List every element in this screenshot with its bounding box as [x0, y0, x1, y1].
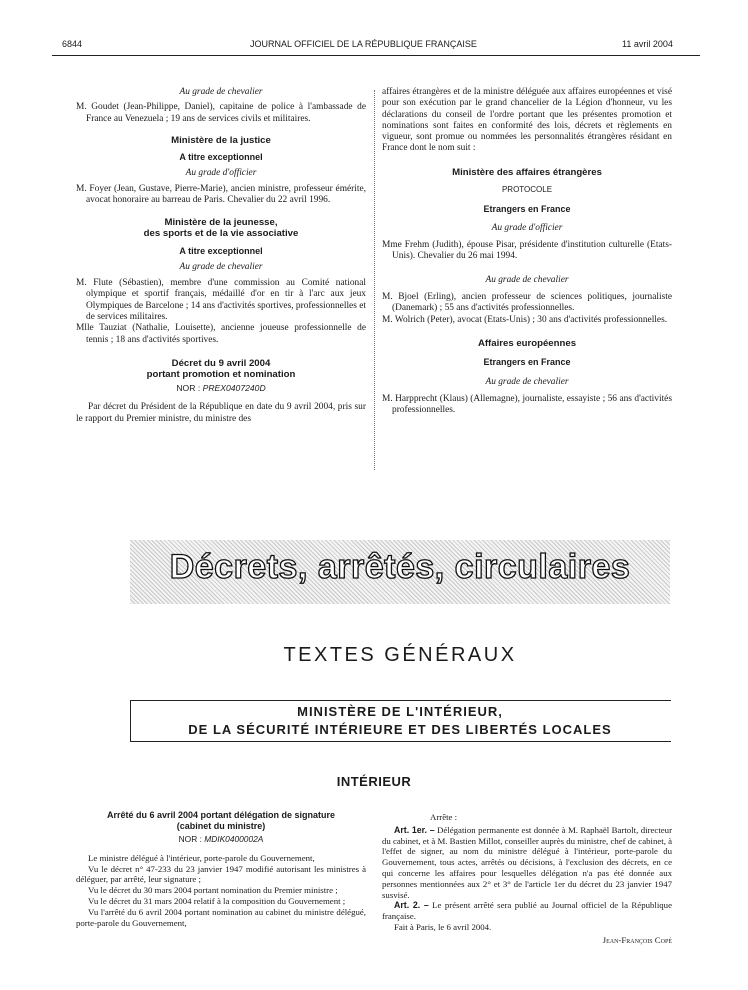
nor-label: NOR : [178, 834, 205, 844]
arrete-right-column [382, 812, 672, 946]
decree-title-line2: portant promotion et nomination [146, 369, 296, 381]
signed-place-date: Fait à Paris, le 6 avril 2004. [394, 921, 492, 932]
right-column [382, 87, 672, 417]
section-banner-title: Décrets, arrêtés, circulaires [169, 548, 631, 586]
ministry-heading: Affaires européennes [477, 337, 577, 349]
left-column [76, 87, 366, 425]
signature: Jean-François Copé [602, 934, 672, 945]
subheading: Etrangers en France [483, 357, 571, 368]
article-2-label: Art. 2. – [394, 900, 429, 911]
column-separator [374, 90, 375, 470]
grade-heading: Au grade d'officier [491, 222, 563, 233]
arrete-paragraph: Vu le décret du 31 mars 2004 relatif à la composition du Gouvernement ; [88, 895, 346, 906]
nominee-entry: M. Goudet (Jean-Philippe, Daniel), capitaine de police à l'ambassade de France au Venezuela ; 19 ans de services civils et militaires. [76, 102, 366, 124]
subheading: Etrangers en France [483, 203, 571, 214]
grade-heading: Au grade de chevalier [485, 376, 569, 387]
arrete-paragraph: Vu le décret n° 47-233 du 23 janvier 1947 modifié autorisant les ministres à déléguer, par arrêté, leur signature ; [76, 863, 366, 885]
decree-body: Par décret du Président de la République en date du 9 avril 2004, pris sur le rapport du Premier ministre, du ministre des [76, 402, 366, 424]
grade-heading: Au grade de chevalier [179, 261, 263, 272]
article-1 [382, 825, 672, 901]
grade-heading: Au grade d'officier [185, 167, 257, 178]
page-number: 6844 [62, 39, 83, 49]
journal-title: JOURNAL OFFICIEL DE LA RÉPUBLIQUE FRANÇAISE [250, 39, 477, 49]
nominee-entry: Mlle Tauziat (Nathalie, Louisette), ancienne joueuse professionnelle de tennis ; 18 ans d'activités sportives. [76, 323, 366, 345]
nor-reference [76, 383, 366, 394]
grade-heading: Au grade de chevalier [179, 87, 263, 97]
ministry-heading: Ministère de la jeunesse, [164, 216, 278, 228]
article-2 [382, 900, 672, 922]
grade-heading: Au grade de chevalier [485, 274, 569, 285]
ministry-name-line1: MINISTÈRE DE L'INTÉRIEUR, [297, 704, 503, 719]
ministry-heading: Ministère des affaires étrangères [452, 166, 602, 178]
nominee-entry: M. Flute (Sébastien), membre d'une commission au Comité national olympique et sportif français, médaillé d'or en tir à l'arc aux jeux Olympiques de Barcelone ; 14 ans d'activités sportives, professionnelles et de services militaires. [76, 278, 366, 323]
nominee-entry: M. Foyer (Jean, Gustave, Pierre-Marie), ancien ministre, professeur émérite, avocat honoraire au barreau de Paris. Chevalier du 22 avril 1996. [76, 183, 366, 206]
arrete-left-column [76, 810, 366, 928]
nor-value: MDIK0400002A [204, 834, 264, 844]
article-2-text: Le présent arrêté sera publié au Journal officiel de la République française. [382, 900, 672, 922]
section-heading-interieur: INTÉRIEUR [336, 774, 412, 789]
arrete-title-line2: (cabinet du ministre) [176, 821, 266, 831]
nominee-entry: M. Bjoel (Erling), ancien professeur de sciences politiques, journaliste (Danemark) ; 55 ans d'activités professionnelles. [382, 292, 672, 314]
ministry-heading-line2: des sports et de la vie associative [143, 228, 299, 240]
arrete-paragraph: Le ministre délégué à l'intérieur, porte-parole du Gouvernement, [88, 852, 315, 863]
arrete-title: Arrêté du 6 avril 2004 portant délégation de signature [106, 810, 336, 820]
textes-generaux-heading: TEXTES GÉNÉRAUX [283, 644, 517, 666]
article-1-label: Art. 1er. – [394, 824, 435, 835]
header-rule [52, 55, 700, 56]
nominee-entry: M. Wolrich (Peter), avocat (Etats-Unis) ; 30 ans d'activités professionnelles. [382, 314, 668, 325]
article-1-text: Délégation permanente est donnée à M. Raphaël Bartolt, directeur du cabinet, et à M. Bastien Millot, conseiller auprès du ministre, chef de cabinet, à l'effet de signer, au nom du ministre délégué à l'intérieur, porte-parole du Gouvernement, tous actes, arrêtés ou décisions, à l'exclusion des décrets, en ce qui concerne les affaires pour lesquelles délégation n'a pas été donnée aux personnes mentionnées aux 2° et 3° de l'article 1er du décret du 23 janvier 1947 susvisé. [382, 824, 672, 900]
ministry-name-line2: DE LA SÉCURITÉ INTÉRIEURE ET DES LIBERTÉS LOCALES [188, 722, 612, 737]
arrete-word: Arrête : [430, 812, 458, 822]
nominee-entry: M. Harpprecht (Klaus) (Allemagne), journaliste, essayiste ; 56 ans d'activités professionnelles. [382, 394, 672, 416]
nor-reference [76, 834, 366, 845]
nor-label: NOR : [176, 382, 203, 393]
decree-continuation: affaires étrangères et de la ministre déléguée aux affaires européennes et visé pour son exécution par le grand chancelier de la Légion d'honneur, vu les déclarations du conseil de l'ordre portant que les présentes promotion et nominations sont faites en conformité des lois, décrets et règlements en vigueur, sont promue ou nommées les personnalités étrangères résidant en France dont le nom suit : [382, 87, 672, 154]
subheading: A titre exceptionnel [179, 152, 263, 163]
nominee-entry: Mme Frehm (Judith), épouse Pisar, présidente d'institution culturelle (Etats-Unis). Chevalier du 26 mai 1994. [382, 240, 672, 262]
issue-date: 11 avril 2004 [622, 39, 673, 49]
decree-title: Décret du 9 avril 2004 [171, 357, 271, 369]
arrete-paragraph: Vu l'arrêté du 6 avril 2004 portant nomination au cabinet du ministre délégué, porte-parole du Gouvernement, [76, 906, 366, 928]
arrete-paragraph: Vu le décret du 30 mars 2004 portant nomination du Premier ministre ; [88, 885, 338, 896]
protocol-heading: PROTOCOLE [501, 185, 553, 195]
ministry-heading: Ministère de la justice [171, 134, 271, 146]
nor-value: PREX0407240D [202, 382, 266, 393]
subheading: A titre exceptionnel [179, 245, 263, 256]
